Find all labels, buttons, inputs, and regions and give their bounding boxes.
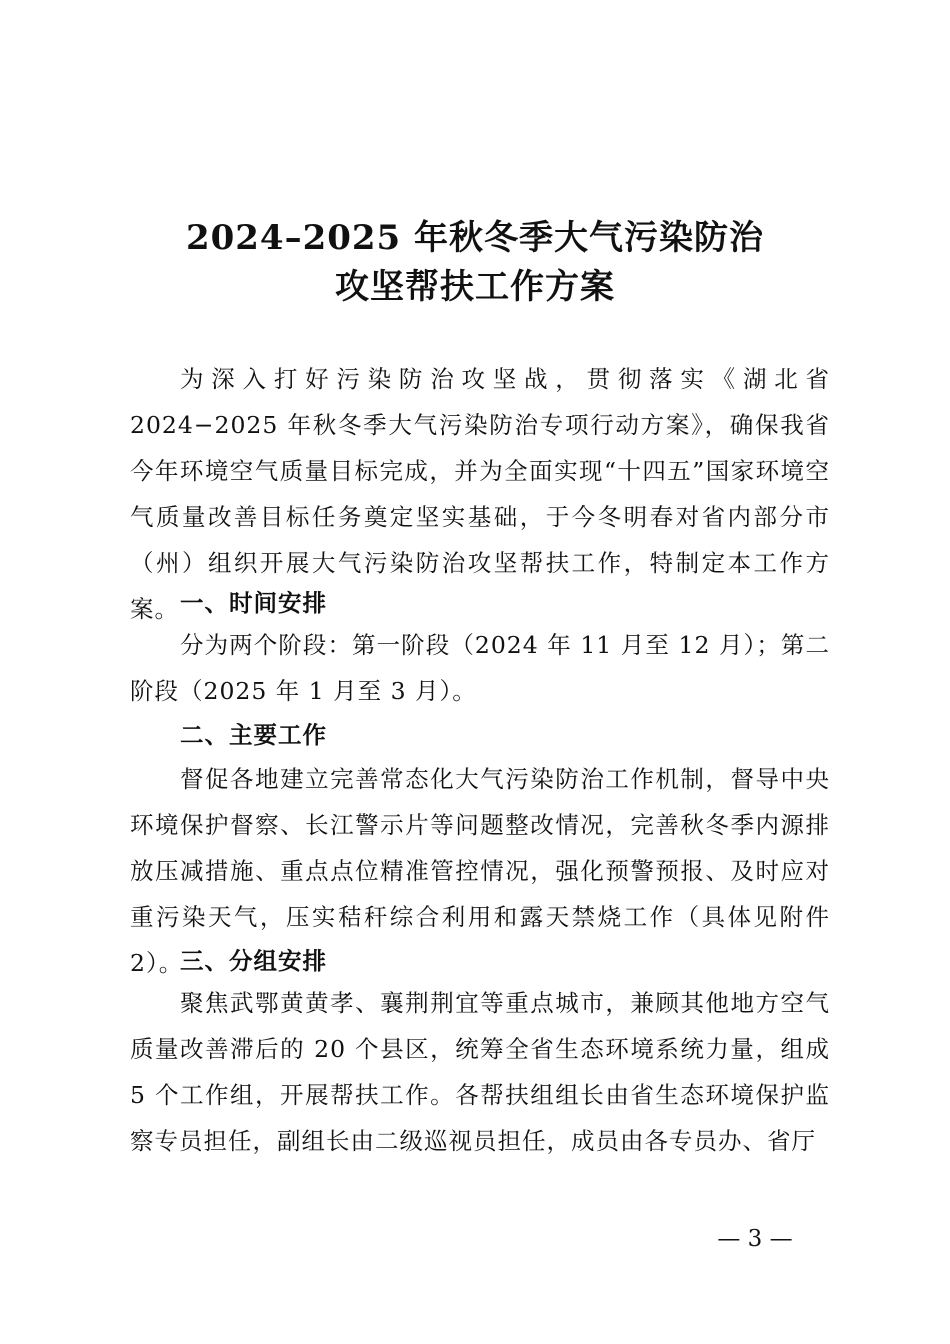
section-body-schedule: 分为两个阶段：第一阶段（2024 年 11 月至 12 月）；第二阶段（2025 年 1 月至 3 月）。: [130, 631, 830, 705]
document-title-line-2: 攻坚帮扶工作方案: [335, 267, 615, 307]
document-title-line-1: 2024–2025 年秋冬季大气污染防治: [185, 218, 765, 258]
intro-paragraph: 为深入打好污染防治攻坚战，贯彻落实《湖北省 2024−2025 年秋冬季大气污染防治专项行动方案》，确保我省今年环境空气质量目标完成，并为全面实现“十四五”国家环境空气质量改善目标任务奠定坚实基础，于今冬明春对省内部分市（州）组织开展大气污染防治攻坚帮扶工作，特制定本工作方案。: [130, 365, 830, 623]
section-body-main-work: 督促各地建立完善常态化大气污染防治工作机制，督导中央环境保护督察、长江警示片等问题整改情况，完善秋冬季内源排放压减措施、重点点位精准管控情况，强化预警预报、及时应对重污染天气，压实秸秆综合利用和露天禁烧工作（具体见附件 2）。: [130, 765, 830, 977]
section-heading-grouping: 三、分组安排: [180, 947, 327, 975]
section-body-grouping: 聚焦武鄂黄黄孝、襄荆荆宜等重点城市，兼顾其他地方空气质量改善滞后的 20 个县区，统筹全省生态环境系统力量，组成 5 个工作组，开展帮扶工作。各帮扶组组长由省生态环境保护监察专员担任，副组长由二级巡视员担任，成员由各专员办、省厅: [130, 989, 830, 1155]
section-heading-main-work: 二、主要工作: [180, 721, 327, 749]
section-heading-schedule: 一、时间安排: [180, 589, 327, 617]
page-number: — 3 —: [717, 1226, 793, 1252]
